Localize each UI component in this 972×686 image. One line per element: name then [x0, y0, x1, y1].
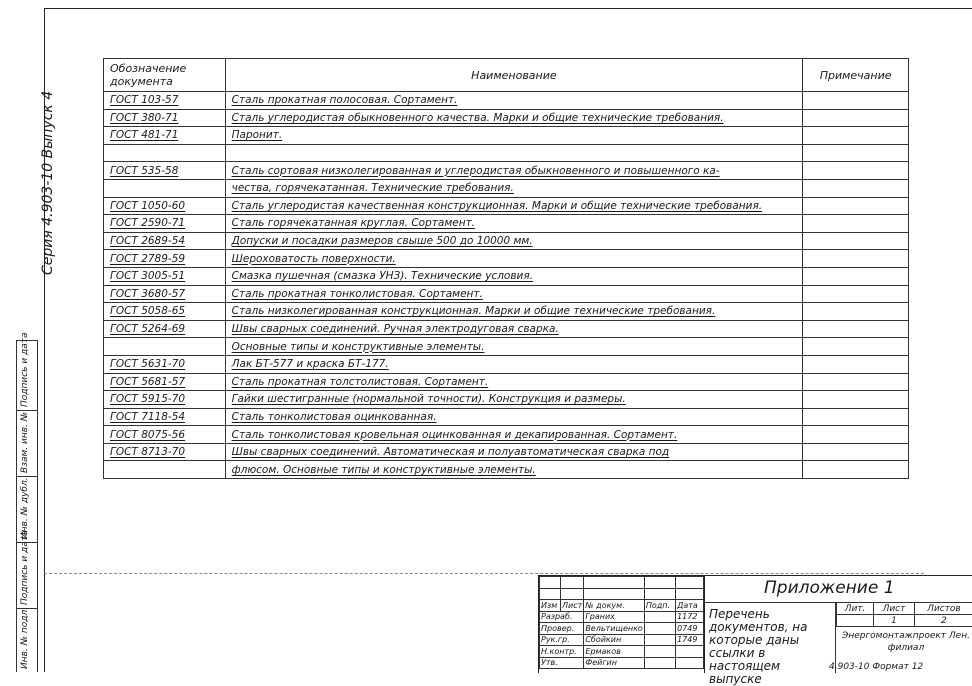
table-row: [104, 303, 909, 321]
date-cell: 0749: [676, 623, 704, 635]
doc-note: [803, 127, 909, 145]
role-cell: Разраб.: [540, 611, 584, 623]
doc-code: ГОСТ 5264-69: [104, 320, 226, 338]
doc-code: ГОСТ 2789-59: [104, 250, 226, 268]
signature-cell: [644, 634, 675, 646]
table-row: [104, 285, 909, 303]
table-row: [104, 162, 909, 180]
doc-code: [104, 144, 226, 162]
doc-name: Сталь прокатная тонколистовая. Сортамент.: [225, 285, 803, 303]
doc-name: Сталь прокатная полосовая. Сортамент.: [225, 92, 803, 110]
doc-code: ГОСТ 1050-60: [104, 197, 226, 215]
person-cell: Ермаков: [584, 646, 645, 658]
doc-name: Гайки шестигранные (нормальной точности). Конструкция и размеры.: [225, 391, 803, 409]
side-stamp-cell: Инв. № дубл.: [17, 476, 37, 542]
format-code: 4.903-10 Формат 12: [829, 662, 924, 672]
table-row: [104, 127, 909, 145]
doc-name: флюсом. Основные типы и конструктивные элементы.: [225, 461, 803, 479]
doc-note: [803, 250, 909, 268]
table-header-row: [104, 59, 909, 92]
table-row: [104, 92, 909, 110]
doc-name: Швы сварных соединений. Автоматическая и полуавтоматическая сварка под: [225, 443, 803, 461]
doc-code: [104, 461, 226, 479]
date-cell: [676, 657, 704, 669]
doc-name: Сталь тонколистовая кровельная оцинкованная и декапированная. Сортамент.: [225, 426, 803, 444]
doc-code: [104, 179, 226, 197]
doc-note: [803, 338, 909, 356]
signature-cell: [644, 611, 675, 623]
doc-name: Паронит.: [225, 127, 803, 145]
doc-code: ГОСТ 5058-65: [104, 303, 226, 321]
doc-name: Сталь тонколистовая оцинкованная.: [225, 408, 803, 426]
table-row: [104, 179, 909, 197]
doc-note: [803, 408, 909, 426]
document-title: Перечень документов, на которые даны ссылки в настоящем выпуске: [709, 607, 808, 686]
sheets-value: 2: [914, 615, 972, 627]
doc-note: [803, 267, 909, 285]
table-row: [104, 391, 909, 409]
side-stamp-cell: Подпись и дата: [17, 542, 37, 608]
doc-name: Швы сварных соединений. Ручная электродуговая сварка.: [225, 320, 803, 338]
doc-name: Сталь углеродистая обыкновенного качества. Марки и общие технические требования.: [225, 109, 803, 127]
doc-note: [803, 373, 909, 391]
person-cell: Сбойкин: [584, 634, 645, 646]
signature-row: [540, 623, 704, 635]
doc-note: [803, 162, 909, 180]
header-name: Наименование: [225, 59, 803, 92]
signature-cell: [644, 646, 675, 658]
date-cell: [676, 646, 704, 658]
series-label: Серия 4.903-10 Выпуск 4: [40, 90, 56, 275]
side-stamp-column: [0, 332, 44, 672]
revision-header-row: [540, 600, 704, 612]
table-row: [104, 426, 909, 444]
side-stamp-cell: Взам. инв. №: [17, 410, 37, 476]
references-table: [103, 58, 909, 479]
person-cell: Граних: [584, 611, 645, 623]
doc-note: [803, 355, 909, 373]
role-cell: Утв.: [540, 657, 584, 669]
table-row: [104, 355, 909, 373]
doc-code: ГОСТ 535-58: [104, 162, 226, 180]
date-cell: 1749: [676, 634, 704, 646]
doc-name: Сталь низколегированная конструкционная. Марки и общие технические требования.: [225, 303, 803, 321]
table-row: [104, 215, 909, 233]
doc-note: [803, 443, 909, 461]
sheets-header: Листов: [914, 603, 972, 615]
sheet-value: 1: [874, 615, 915, 627]
doc-name: Сталь горячекатанная круглая. Сортамент.: [225, 215, 803, 233]
role-cell: Провер.: [540, 623, 584, 635]
revision-grid: [539, 576, 704, 669]
doc-name: Основные типы и конструктивные элементы.: [225, 338, 803, 356]
header-note: Примечание: [803, 59, 909, 92]
table-row: [104, 408, 909, 426]
doc-code: ГОСТ 7118-54: [104, 408, 226, 426]
grid-header-cell: Лист: [562, 600, 583, 610]
grid-header-cell: Дата: [676, 600, 704, 612]
doc-note: [803, 391, 909, 409]
doc-code: ГОСТ 2689-54: [104, 232, 226, 250]
doc-note: [803, 461, 909, 479]
doc-name: Лак БТ-577 и краска БТ-177.: [225, 355, 803, 373]
doc-note: [803, 232, 909, 250]
table-row: [104, 338, 909, 356]
signature-cell: [644, 623, 675, 635]
lit-value: [837, 615, 874, 627]
doc-note: [803, 320, 909, 338]
doc-code: ГОСТ 3005-51: [104, 267, 226, 285]
doc-name: [225, 144, 803, 162]
organization-name: Энергомонтажпроект Лен. филиал: [842, 631, 970, 653]
signature-row: [540, 634, 704, 646]
sheet-info-table: [836, 602, 972, 627]
doc-code: ГОСТ 5915-70: [104, 391, 226, 409]
table-row: [104, 197, 909, 215]
appendix-title: Приложение 1: [764, 578, 895, 598]
grid-header-cell: Изм: [540, 600, 561, 612]
person-cell: Вельтищенко: [585, 623, 643, 633]
role-cell: Рук.гр.: [540, 634, 584, 646]
title-block: [538, 575, 972, 686]
side-stamp-strip: [16, 332, 38, 672]
date-cell: 1172: [676, 611, 704, 623]
table-row: [104, 461, 909, 479]
dashed-divider: [44, 573, 924, 574]
doc-code: ГОСТ 8713-70: [104, 443, 226, 461]
title-block-divider: [704, 576, 705, 673]
table-row: [104, 267, 909, 285]
doc-note: [803, 92, 909, 110]
doc-code: ГОСТ 2590-71: [104, 215, 226, 233]
table-row: [104, 232, 909, 250]
doc-name: Сталь углеродистая качественная конструкционная. Марки и общие технические требования.: [225, 197, 803, 215]
doc-name: Сталь прокатная толстолистовая. Сортамент.: [225, 373, 803, 391]
doc-name: Смазка пушечная (смазка УНЗ). Технические условия.: [225, 267, 803, 285]
role-cell: Н.контр.: [540, 646, 584, 658]
doc-code: ГОСТ 103-57: [104, 92, 226, 110]
table-row: [104, 373, 909, 391]
sheet-header: Лист: [874, 603, 915, 615]
doc-note: [803, 109, 909, 127]
table-row: [104, 443, 909, 461]
doc-code: [104, 338, 226, 356]
doc-note: [803, 215, 909, 233]
doc-code: ГОСТ 5631-70: [104, 355, 226, 373]
header-code: Обозначение документа: [104, 59, 226, 92]
doc-name: Сталь сортовая низколегированная и углеродистая обыкновенного и повышенного ка-: [225, 162, 803, 180]
side-stamp-cell: Подпись и дата: [17, 340, 37, 410]
grid-header-cell: № докум.: [584, 600, 645, 612]
signature-cell: [644, 657, 675, 669]
doc-name: Шероховатость поверхности.: [225, 250, 803, 268]
doc-name: чества, горячекатанная. Технические требования.: [225, 179, 803, 197]
doc-code: ГОСТ 5681-57: [104, 373, 226, 391]
doc-note: [803, 144, 909, 162]
doc-note: [803, 426, 909, 444]
signature-row: [540, 611, 704, 623]
doc-code: ГОСТ 3680-57: [104, 285, 226, 303]
table-row: [104, 144, 909, 162]
person-cell: Фейгин: [584, 657, 645, 669]
grid-header-cell: Подп.: [644, 600, 675, 612]
doc-note: [803, 197, 909, 215]
doc-code: ГОСТ 380-71: [104, 109, 226, 127]
lit-header: Лит.: [837, 603, 874, 615]
doc-note: [803, 303, 909, 321]
doc-code: ГОСТ 8075-56: [104, 426, 226, 444]
doc-code: ГОСТ 481-71: [104, 127, 226, 145]
table-row: [104, 250, 909, 268]
signature-row: [540, 646, 704, 658]
table-row: [104, 320, 909, 338]
table-row: [104, 109, 909, 127]
doc-name: Допуски и посадки размеров свыше 500 до 10000 мм.: [225, 232, 803, 250]
signature-row: [540, 657, 704, 669]
side-stamp-cell: Инв. № подл.: [17, 608, 37, 672]
doc-note: [803, 285, 909, 303]
doc-note: [803, 179, 909, 197]
